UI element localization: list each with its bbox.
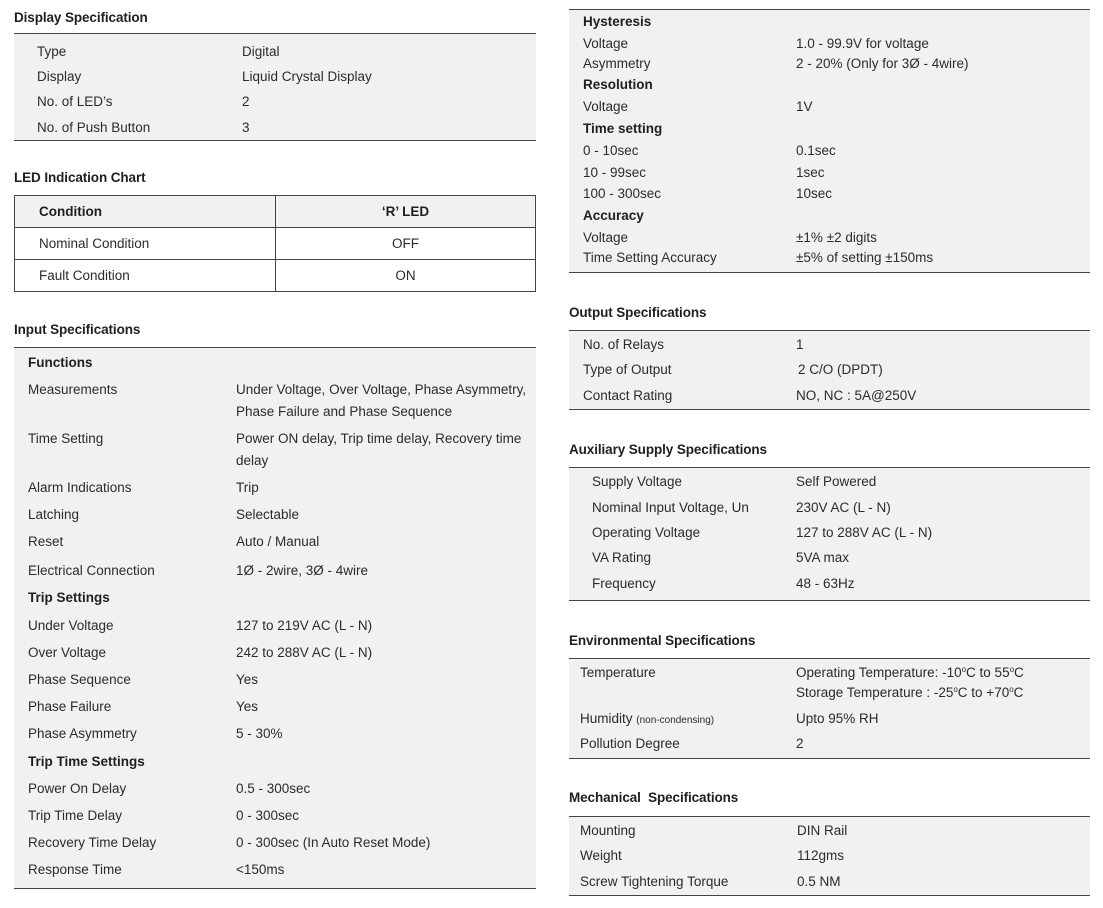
led-chart-header-rled: ‘R’ LED: [276, 196, 536, 228]
output-spec-title: Output Specifications: [569, 305, 707, 320]
electrical-connection-label: Electrical Connection: [28, 563, 155, 578]
env-temperature-label: Temperature: [580, 665, 656, 680]
display-push-button-label: No. of Push Button: [37, 120, 151, 135]
aux-nominal-input-label: Nominal Input Voltage, Un: [592, 500, 749, 515]
hysteresis-voltage-value: 1.0 - 99.9V for voltage: [796, 36, 929, 51]
power-on-delay-label: Power On Delay: [28, 781, 127, 796]
alarm-indications-value: Trip: [236, 480, 259, 495]
recovery-time-delay-value: 0 - 300sec (In Auto Reset Mode): [236, 835, 431, 850]
reset-value: Auto / Manual: [236, 534, 320, 549]
aux-frequency-value: 48 - 63Hz: [796, 576, 855, 591]
display-leds-value: 2: [242, 94, 250, 109]
resolution-voltage-label: Voltage: [583, 99, 629, 114]
display-display-label: Display: [37, 69, 82, 84]
latching-label: Latching: [28, 507, 80, 522]
phase-sequence-label: Phase Sequence: [28, 672, 131, 687]
mech-weight-value: 112gms: [797, 848, 845, 863]
time-setting-range-label: 100 - 300sec: [583, 186, 662, 201]
output-type-label: Type of Output: [583, 362, 672, 377]
accuracy-voltage-value: ±1% ±2 digits: [796, 230, 877, 245]
env-humidity-value: Upto 95% RH: [796, 711, 879, 726]
aux-spec-title: Auxiliary Supply Specifications: [569, 442, 767, 457]
aux-va-rating-label: VA Rating: [592, 550, 652, 565]
display-type-label: Type: [37, 44, 67, 59]
env-operating-temperature: Operating Temperature: -10$^o$C to 55$^o$C: [796, 665, 1024, 680]
aux-nominal-input-value: 230V AC (L - N): [796, 500, 891, 515]
accuracy-time-value: ±5% of setting ±150ms: [796, 250, 934, 265]
led-chart-header-row: [15, 196, 536, 228]
mech-mounting-value: DIN Rail: [797, 823, 848, 838]
response-time-label: Response Time: [28, 862, 122, 877]
time-setting-range-value: 10sec: [796, 186, 833, 201]
env-humidity-note: (non-condensing): [636, 715, 715, 726]
reset-label: Reset: [28, 534, 64, 549]
hysteresis-voltage-label: Voltage: [583, 36, 629, 51]
time-setting-value-line2: delay: [236, 453, 269, 468]
aux-supply-voltage-value: Self Powered: [796, 474, 877, 489]
resolution-voltage-value: 1V: [796, 99, 813, 114]
electrical-connection-value: 1Ø - 2wire, 3Ø - 4wire: [236, 563, 369, 578]
led-chart-state: ON: [276, 260, 536, 292]
time-setting-range-label: 0 - 10sec: [583, 143, 639, 158]
functions-heading: Functions: [28, 355, 93, 370]
led-chart-title: LED Indication Chart: [14, 170, 146, 185]
hysteresis-asymmetry-value: 2 - 20% (Only for 3Ø - 4wire): [796, 56, 969, 71]
latching-value: Selectable: [236, 507, 300, 522]
output-relays-value: 1: [796, 337, 804, 352]
output-relays-label: No. of Relays: [583, 337, 665, 352]
aux-operating-voltage-value: 127 to 288V AC (L - N): [796, 525, 933, 540]
mech-torque-label: Screw Tightening Torque: [580, 874, 729, 889]
led-chart-condition: Nominal Condition: [15, 228, 276, 260]
env-storage-temperature: Storage Temperature : -25$^o$C to $+70^oC$: [796, 685, 1024, 700]
time-setting-range-value: 0.1sec: [796, 143, 836, 158]
output-contact-rating-label: Contact Rating: [583, 388, 673, 403]
measurements-value-line1: Under Voltage, Over Voltage, Phase Asymmetry,: [236, 382, 527, 397]
measurements-label: Measurements: [28, 382, 118, 397]
led-chart-state: OFF: [276, 228, 536, 260]
env-pollution-label: Pollution Degree: [580, 736, 680, 751]
display-type-value: Digital: [242, 44, 280, 59]
time-setting-range-value: 1sec: [796, 165, 825, 180]
accuracy-time-label: Time Setting Accuracy: [583, 250, 717, 265]
input-spec-title: Input Specifications: [14, 322, 141, 337]
display-leds-label: No. of LED’s: [37, 94, 113, 109]
phase-failure-label: Phase Failure: [28, 699, 112, 714]
aux-va-rating-value: 5VA max: [796, 550, 850, 565]
display-spec-title: Display Specification: [14, 10, 148, 25]
led-chart-header-condition: Condition: [15, 196, 276, 228]
phase-failure-value: Yes: [236, 699, 259, 714]
led-chart-table: [14, 195, 536, 292]
output-type-value: 2 C/O (DPDT): [798, 362, 883, 377]
under-voltage-value: 127 to 219V AC (L - N): [236, 618, 373, 633]
aux-operating-voltage-label: Operating Voltage: [592, 525, 701, 540]
measurements-value-line2: Phase Failure and Phase Sequence: [236, 404, 453, 419]
mech-spec-title: Mechanical Specifications: [569, 790, 739, 805]
phase-asymmetry-label: Phase Asymmetry: [28, 726, 137, 741]
phase-sequence-value: Yes: [236, 672, 259, 687]
env-spec-title: Environmental Specifications: [569, 633, 756, 648]
led-chart-row: [15, 260, 536, 292]
time-setting-value-line1: Power ON delay, Trip time delay, Recovery time: [236, 431, 522, 446]
display-push-button-value: 3: [242, 120, 250, 135]
trip-time-delay-label: Trip Time Delay: [28, 808, 123, 823]
hysteresis-heading: Hysteresis: [583, 14, 652, 29]
accuracy-voltage-label: Voltage: [583, 230, 629, 245]
time-setting-range-label: 10 - 99sec: [583, 165, 647, 180]
over-voltage-value: 242 to 288V AC (L - N): [236, 645, 373, 660]
aux-supply-voltage-label: Supply Voltage: [592, 474, 683, 489]
mech-weight-label: Weight: [580, 848, 622, 863]
power-on-delay-value: 0.5 - 300sec: [236, 781, 311, 796]
time-setting-heading: Time setting: [583, 121, 663, 136]
accuracy-heading: Accuracy: [583, 208, 644, 223]
led-chart-row: [15, 228, 536, 260]
under-voltage-label: Under Voltage: [28, 618, 114, 633]
over-voltage-label: Over Voltage: [28, 645, 107, 660]
response-time-value: <150ms: [236, 862, 285, 877]
time-setting-label: Time Setting: [28, 431, 104, 446]
trip-time-settings-heading: Trip Time Settings: [28, 754, 145, 769]
hysteresis-asymmetry-label: Asymmetry: [583, 56, 651, 71]
resolution-heading: Resolution: [583, 77, 653, 92]
led-chart-condition: Fault Condition: [15, 260, 276, 292]
trip-time-delay-value: 0 - 300sec: [236, 808, 300, 823]
output-contact-rating-value: NO, NC : 5A@250V: [796, 388, 917, 403]
mech-mounting-label: Mounting: [580, 823, 636, 838]
mech-torque-value: 0.5 NM: [797, 874, 841, 889]
trip-settings-heading: Trip Settings: [28, 590, 110, 605]
aux-frequency-label: Frequency: [592, 576, 656, 591]
alarm-indications-label: Alarm Indications: [28, 480, 132, 495]
env-humidity-label: Humidity (non-condensing): [580, 711, 715, 726]
recovery-time-delay-label: Recovery Time Delay: [28, 835, 157, 850]
env-pollution-value: 2: [796, 736, 804, 751]
display-display-value: Liquid Crystal Display: [242, 69, 372, 84]
phase-asymmetry-value: 5 - 30%: [236, 726, 283, 741]
